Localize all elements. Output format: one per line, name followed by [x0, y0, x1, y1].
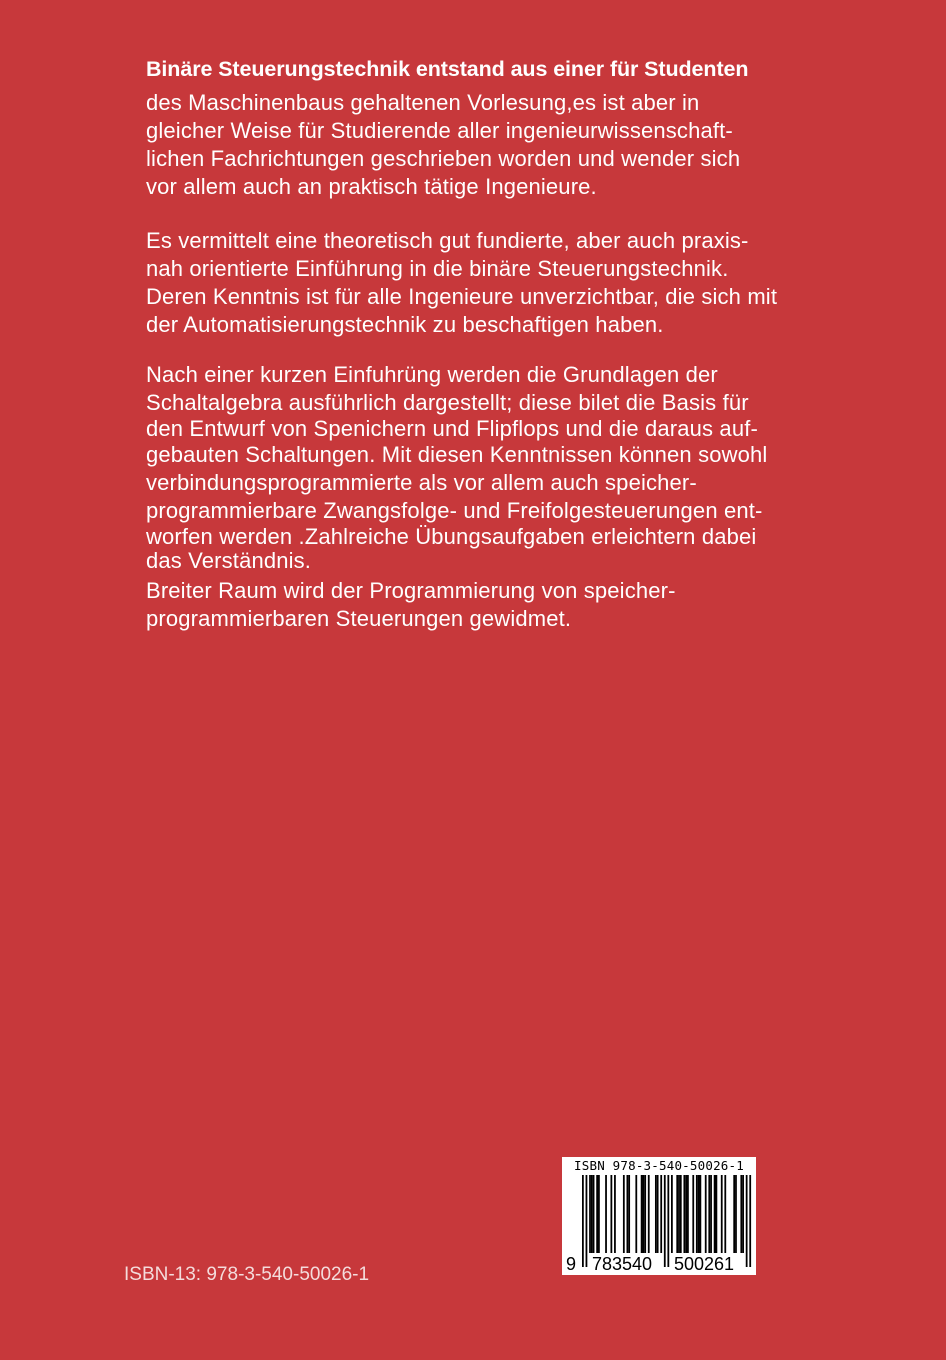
text-line: Deren Kenntnis ist für alle Ingenieure unverzichtbar, die sich mit [146, 284, 778, 309]
barcode-bar [671, 1175, 673, 1253]
text-line: programmierbaren Steuerungen gewidmet. [146, 606, 572, 631]
text-line: das Verständnis. [146, 548, 312, 573]
barcode-bar [655, 1175, 657, 1253]
isbn-label: ISBN-13: 978-3-540-50026-1 [124, 1264, 370, 1285]
barcode-bar [605, 1175, 607, 1253]
barcode-bar [591, 1175, 593, 1253]
barcode-bar [644, 1175, 646, 1253]
barcode [562, 1157, 756, 1275]
barcode-bar [740, 1175, 742, 1253]
text-line: vor allem auch an praktisch tätige Ingenieure. [146, 174, 597, 199]
barcode-bar [641, 1175, 643, 1253]
barcode-bar [628, 1175, 630, 1253]
barcode-bar [696, 1175, 698, 1253]
barcode-bar [683, 1175, 685, 1253]
barcode-bar [708, 1175, 710, 1253]
barcode-bar [687, 1175, 689, 1253]
barcode-bar [635, 1175, 637, 1253]
text-line: gleicher Weise für Studierende aller ingenieurwissenschaft- [146, 118, 733, 143]
barcode-bar [710, 1175, 712, 1253]
barcode-bar [676, 1175, 678, 1253]
barcode-bar [705, 1175, 707, 1253]
text-line: Binäre Steuerungstechnik entstand aus einer für Studenten [146, 57, 749, 81]
text-line: Schaltalgebra ausführlich dargestellt; diese bilet die Basis für [146, 390, 749, 415]
barcode-bar [721, 1175, 723, 1253]
barcode-bar [680, 1175, 682, 1253]
barcode-bar [716, 1175, 718, 1253]
barcode-bar [596, 1175, 598, 1253]
text-line: Breiter Raum wird der Programmierung von speicher- [146, 578, 676, 603]
barcode-bar [692, 1175, 694, 1253]
text-line: den Entwurf von Spenichern und Flipflops und die daraus auf- [146, 416, 758, 441]
barcode-digits-right: 500261 [674, 1254, 735, 1274]
text-line: nah orientierte Einführung in die binäre Steuerungstechnik. [146, 256, 729, 281]
barcode-bar [593, 1175, 595, 1253]
barcode-bar [657, 1175, 659, 1253]
barcode-bar [614, 1175, 616, 1253]
barcode-bar [742, 1175, 744, 1253]
barcode-bar [623, 1175, 625, 1253]
text-line: verbindungsprogrammierte als vor allem auch speicher- [146, 470, 697, 495]
barcode-bar [678, 1175, 680, 1253]
barcode-bar [598, 1175, 600, 1253]
barcode-bar [660, 1175, 662, 1253]
text-line: gebauten Schaltungen. Mit diesen Kenntnissen können sowohl [146, 442, 768, 467]
text-line: der Automatisierungstechnik zu beschaftigen haben. [146, 312, 664, 337]
barcode-digit-lead: 9 [566, 1254, 577, 1274]
text-line: worfen werden .Zahlreiche Übungsaufgaben erleichtern dabei [146, 524, 757, 549]
text-line: Es vermittelt eine theoretisch gut fundierte, aber auch praxis- [146, 228, 749, 253]
barcode-digits-left: 783540 [592, 1254, 653, 1274]
barcode-bar [724, 1175, 726, 1253]
barcode-bar [610, 1175, 612, 1253]
barcode-bar [699, 1175, 701, 1253]
text-line: Nach einer kurzen Einfuhrüng werden die Grundlagen der [146, 362, 718, 387]
barcode-bar [685, 1175, 687, 1253]
barcode-isbn-text: ISBN 978-3-540-50026-1 [574, 1158, 744, 1173]
barcode-bar [735, 1175, 737, 1253]
barcode-bar [589, 1175, 591, 1253]
barcode-bar [714, 1175, 716, 1253]
barcode-bar [643, 1175, 645, 1253]
barcode-digits [562, 1253, 756, 1275]
barcode-bar [627, 1175, 629, 1253]
text-line: programmierbare Zwangsfolge- und Freifolgesteuerungen ent- [146, 498, 763, 523]
text-line: des Maschinenbaus gehaltenen Vorlesung,es ist aber in [146, 90, 700, 115]
barcode-bar [733, 1175, 735, 1253]
barcode-bar [648, 1175, 650, 1253]
text-line: lichen Fachrichtungen geschrieben worden und wender sich [146, 146, 741, 171]
barcode-bar [698, 1175, 700, 1253]
